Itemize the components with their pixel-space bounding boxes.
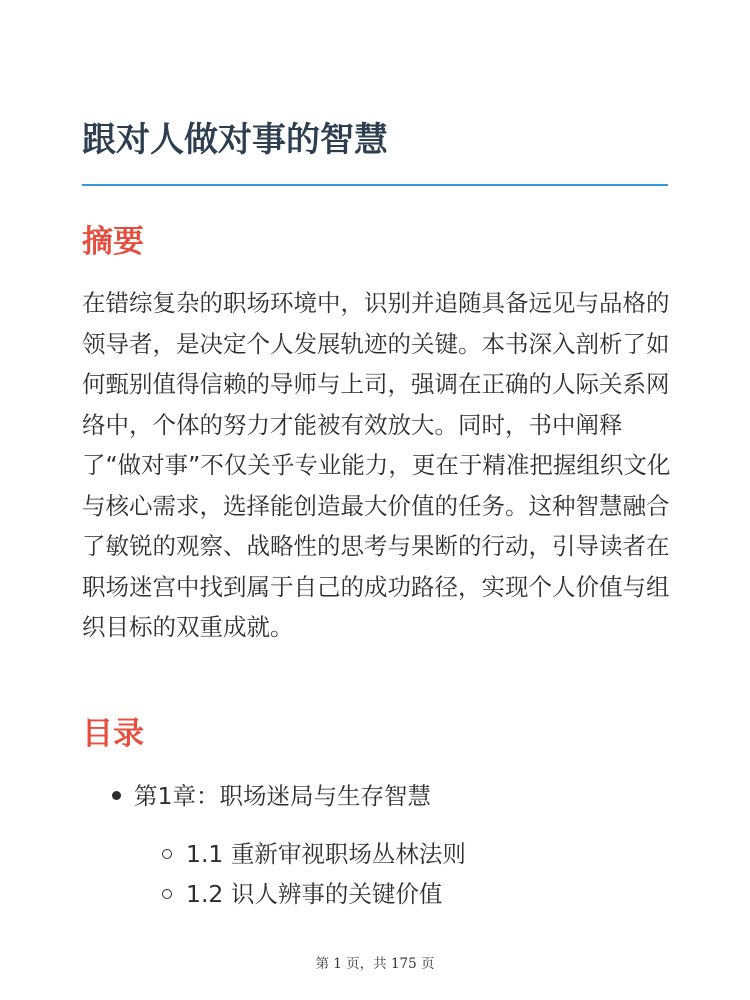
toc-section-item[interactable] [162,876,442,912]
toc-heading: 目录 [82,716,144,752]
bullet-circle-icon [162,889,172,899]
toc-chapter-label: 第1章：职场迷局与生存智慧 [134,782,431,810]
toc-section-item[interactable] [162,836,466,872]
document-title: 跟对人做对事的智慧 [82,120,388,160]
page-footer: 第 1 页，共 175 页 [315,956,435,972]
summary-heading: 摘要 [82,224,144,260]
toc-section-label: 1.1 重新审视职场丛林法则 [186,840,466,868]
toc-section-label: 1.2 识人辨事的关键价值 [186,880,443,908]
title-divider [82,184,668,186]
summary-paragraph: 在错综复杂的职场环境中，识别并追随具备远见与品格的领导者，是决定个人发展轨迹的关键。本书深入剖析了如何甄别值得信赖的导师与上司，强调在正确的人际关系网络中，个体的努力才能被有效放大。同时，书中阐释了“做对事”不仅关乎专业能力，更在于精准把握组织文化与核心需求，选择能创造最大价值的任务。这种智慧融合了敏锐的观察、战略性的思考与果断的行动，引导读者在职场迷宫中找到属于自己的成功路径，实现个人价值与组织目标的双重成就。 [82,289,671,641]
toc-chapter-item[interactable] [112,778,431,814]
bullet-disc-icon [112,791,121,800]
bullet-circle-icon [162,849,172,859]
